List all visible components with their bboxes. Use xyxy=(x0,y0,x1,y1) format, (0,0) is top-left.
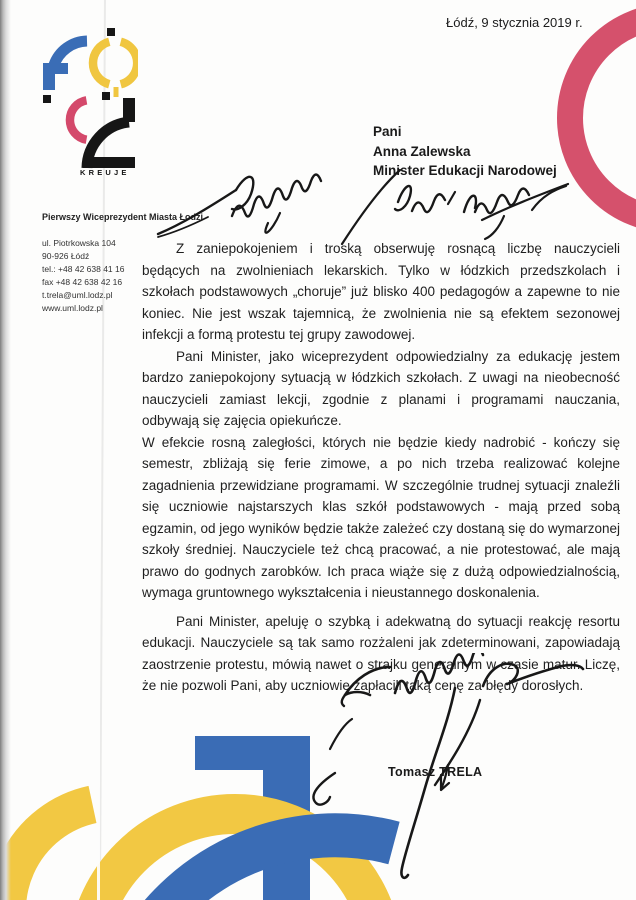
logo-letter-o-tail xyxy=(114,87,119,97)
sender-website: www.uml.lodz.pl xyxy=(42,303,103,313)
date-line: Łódź, 9 stycznia 2019 r. xyxy=(446,15,583,30)
sender-title: Pierwszy Wiceprezydent Miasta Łodzi xyxy=(42,212,203,222)
handwritten-salutation xyxy=(152,166,572,248)
logo-accent-square-mid xyxy=(102,92,110,100)
pink-ring-circle xyxy=(570,16,636,220)
paragraph-2: Pani Minister, jako wiceprezydent odpowiedzialny za edukację jestem bardzo zaniepokojony sytuacją w łódzkich szkołach. Z uwagi na nieobecność nauczycieli zamiast lekcji, zgodnie z planami i programami nauczania, odbywają się zajęcia opiekuńcze. xyxy=(142,348,620,428)
paragraph-3: W efekcie rosną zaległości, których nie będzie kiedy nadrobić - kończy się semestr, zbliżają się ferie zimowe, a po nich trzeba realizować kolejne zagadnienia przewidziane programami. W szczególnie trudnej sytuacji znaleźli się uczniowie najstarszych klas szkół podstawowych - mają przed sobą egzamin, od jego wyników będzie także zależeć czy dostaną się do wymarzonej szkoły średniej. Nauczyciele też chcą pracować, a nie protestować, ale mają prawo do godnych zarobków. Ich praca wiąże się z dużą odpowiedzialnością, wymaga gruntownego wykształcenia i nieustannego doskonalenia. xyxy=(142,434,620,600)
logo-letter-d-arc xyxy=(70,100,87,139)
paragraph-4: Pani Minister, apeluję o szybką i adekwatną do sytuacji reakcję resortu edukacji. Nauczyciele są tak samo rozżaleni jak zdeterminowani, zapowiadają zaostrzenie protestu, mówią nawet o strajku generalnym w czasie matur. Liczę, że nie pozwoli Pani, aby uczniowie zapłacili taką cenę za błędy dorosłych. xyxy=(142,613,620,693)
recipient-salutation-word: Pani xyxy=(373,124,402,139)
sender-phone: tel.: +48 42 638 41 16 xyxy=(42,264,125,274)
sender-address-block xyxy=(42,237,124,315)
sender-postal-city: 90-926 Łódź xyxy=(42,251,90,261)
handwritten-signature xyxy=(300,653,600,900)
sender-email: t.trela@uml.lodz.pl xyxy=(42,290,113,300)
recipient-name: Anna Zalewska xyxy=(373,143,471,159)
signer-name: Tomasz TRELA xyxy=(388,765,483,779)
recipient-title: Minister Edukacji Narodowej xyxy=(373,163,557,178)
logo-letter-l-bar-v xyxy=(43,63,55,90)
paper-fold-highlight xyxy=(97,700,100,900)
logo-accent-square-top xyxy=(107,28,115,36)
logo-brand-text: KREUJE xyxy=(80,168,130,177)
letter-body xyxy=(142,238,620,697)
logo-letter-z-bar-bottom xyxy=(83,157,135,168)
decor-yellow-arc-left xyxy=(7,804,92,900)
logo-letter-l-arc xyxy=(54,41,87,65)
logo-letter-o-ring-right xyxy=(121,42,137,85)
sender-fax: fax +48 42 638 42 16 xyxy=(42,277,123,287)
logo-letter-o-ring-left xyxy=(93,42,109,85)
scan-edge-shadow xyxy=(0,0,11,900)
lodz-kreuje-logo xyxy=(38,26,138,171)
logo-accent-square-left xyxy=(43,95,51,103)
paragraph-1: Z zaniepokojeniem i troską obserwuję rosnącą liczbę nauczycieli będących na zwolnieniach lekarskich. Tylko w łódzkich przedszkolach i szkołach podstawowych „choruje” już blisko 400 pedagogów a zapewne to nie koniec. Nie jest wszak tajemnicą, że zwolnienia nie są efektem sezonowej infekcji a formą protestu tej grupy zawodowej. xyxy=(142,241,620,342)
sender-street: ul. Piotrkowska 104 xyxy=(42,238,116,248)
